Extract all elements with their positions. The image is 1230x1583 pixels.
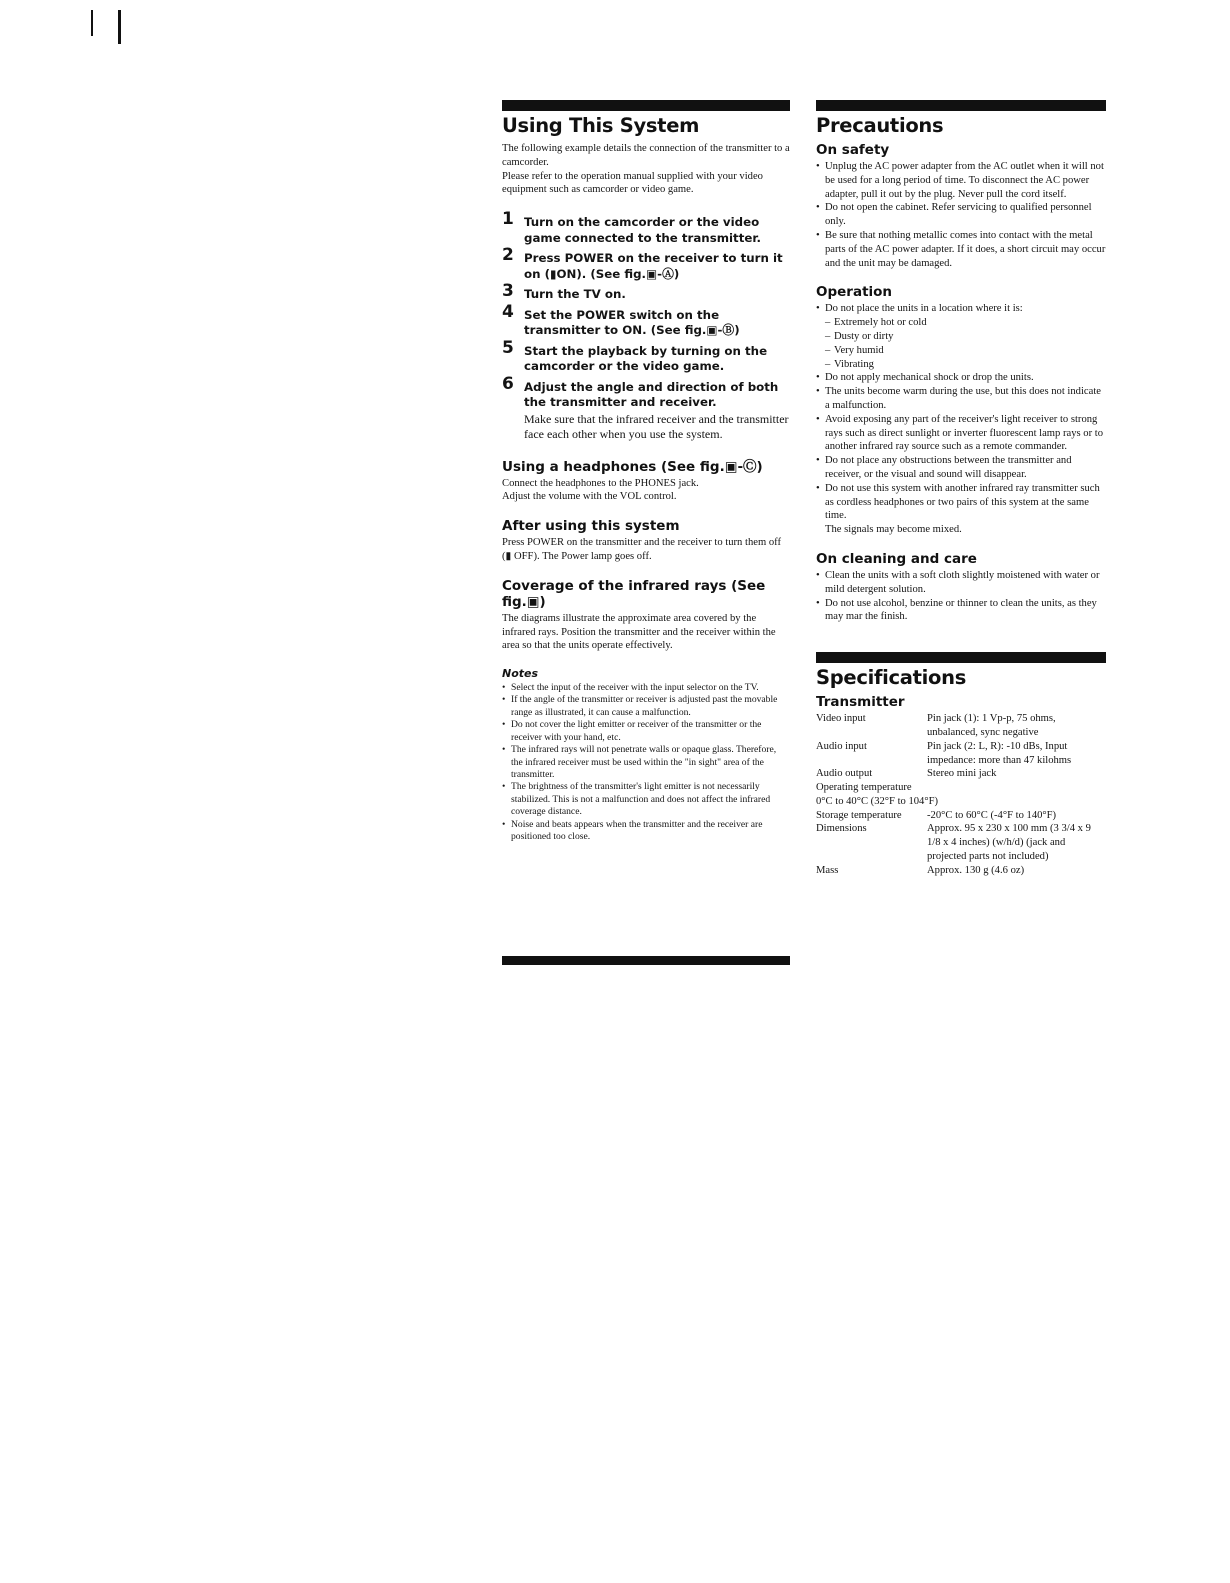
spec-value: Approx. 130 g (4.6 oz) xyxy=(927,864,1025,876)
using-intro xyxy=(502,142,790,197)
operation-item: • Avoid exposing any part of the receiver's light receiver to strong rays such as direct sunlight or inverter fluorescent lamp rays or to another infrared ray source such as a remote commander. xyxy=(816,413,1106,454)
spec-label: Video input xyxy=(816,713,866,725)
condition-item: – Vibrating xyxy=(816,358,1106,372)
operation-section xyxy=(816,284,1106,537)
operation-item: • Do not place any obstructions between the transmitter and receiver, or the visual and sound will disappear. xyxy=(816,454,1106,482)
conditions-list xyxy=(816,316,1106,371)
spec-value: -20°C to 60°C (-4°F to 140°F) xyxy=(927,809,1057,821)
coverage-title: Coverage of the infrared rays (See fig.▣) xyxy=(502,577,766,610)
step-item xyxy=(502,301,790,339)
spec-label: Mass xyxy=(816,864,839,876)
bottom-rule xyxy=(502,956,790,965)
coverage-section xyxy=(502,578,790,653)
safety-item: • Be sure that nothing metallic comes into contact with the metal parts of the AC power adapter. If it does, a short circuit may occur and the unit may be damaged. xyxy=(816,229,1106,270)
intro-paragraph: The following example details the connection of the transmitter to a camcorder. xyxy=(502,143,790,168)
after-text: Press POWER on the transmitter and the receiver to turn them off (▮ OFF). The Power lamp goes off. xyxy=(502,537,781,563)
note-item: • The brightness of the transmitter's light emitter is not necessarily stabilized. This is not a malfunction and does not affect the infrared coverage distance. xyxy=(502,781,790,818)
operation-item: • Do not apply mechanical shock or drop the units. xyxy=(816,371,1106,385)
safety-title: On safety xyxy=(816,142,890,158)
section-rule xyxy=(502,100,790,111)
note-item: • The infrared rays will not penetrate walls or opaque glass. Therefore, the infrared receiver must be used within the "in sight" area of the transmitter. xyxy=(502,744,790,781)
operation-list-continued xyxy=(816,371,1106,523)
step-text: Turn the TV on. xyxy=(524,287,626,302)
left-column xyxy=(502,100,790,857)
cleaning-item: • Clean the units with a soft cloth slightly moistened with water or mild detergent solution. xyxy=(816,569,1106,597)
notes-section xyxy=(502,667,790,843)
spec-label: Audio input xyxy=(816,740,867,752)
spec-row xyxy=(816,712,1106,740)
specs-title: Specifications xyxy=(816,666,967,690)
safety-list xyxy=(816,160,1106,270)
spec-row xyxy=(816,809,1106,823)
section-rule xyxy=(816,100,1106,111)
step-number: 2 xyxy=(502,245,514,266)
note-item: • Do not cover the light emitter or receiver of the transmitter or the receiver with your hand, etc. xyxy=(502,719,790,744)
spec-row xyxy=(816,864,1106,878)
operation-title: Operation xyxy=(816,284,893,301)
headphones-title: Using a headphones (See fig.▣-Ⓒ) xyxy=(502,458,763,475)
precautions-title: Precautions xyxy=(816,114,944,137)
step-item xyxy=(502,373,790,443)
spec-row xyxy=(816,781,1106,795)
step-detail: Make sure that the infrared receiver and the transmitter face each other when you use the system. xyxy=(524,411,789,442)
spec-label: Storage temperature xyxy=(816,809,902,821)
step-number: 5 xyxy=(502,337,514,358)
coverage-text: The diagrams illustrate the approximate area covered by the infrared rays. Position the transmitter and the receiver within the area so that the units operate effectively. xyxy=(502,612,776,652)
spec-value: Pin jack (1): 1 Vp-p, 75 ohms, unbalanced, sync negative xyxy=(927,713,1056,738)
step-item xyxy=(502,245,790,282)
step-text: Adjust the angle and direction of both the transmitter and receiver. xyxy=(524,379,779,410)
step-text: Set the POWER switch on the transmitter to ON. (See fig.▣-Ⓑ) xyxy=(524,307,740,338)
spec-row xyxy=(816,767,1106,781)
spec-value: Approx. 95 x 230 x 100 mm (3 3/4 x 9 1/8 x 4 inches) (w/h/d) (jack and projected parts not included) xyxy=(927,823,1091,863)
operation-item: • Do not use this system with another infrared ray transmitter such as cordless headphones or two pairs of this system at the same time. xyxy=(816,482,1106,523)
scan-mark-left-2 xyxy=(118,10,121,44)
spec-row xyxy=(816,795,1106,809)
notes-title: Notes xyxy=(502,667,539,681)
after-title: After using this system xyxy=(502,518,680,535)
step-text: Start the playback by turning on the camcorder or the video game. xyxy=(524,343,768,374)
condition-item: – Dusty or dirty xyxy=(816,330,1106,344)
spec-label: Audio output xyxy=(816,768,873,780)
note-item: • If the angle of the transmitter or receiver is adjusted past the movable range as illustrated, it can cause a malfunction. xyxy=(502,694,790,719)
intro-paragraph: Please refer to the operation manual supplied with your video equipment such as camcorder or video game. xyxy=(502,170,763,196)
step-text: Turn on the camcorder or the video game connected to the transmitter. xyxy=(524,215,761,245)
using-title: Using This System xyxy=(502,114,700,137)
step-number: 4 xyxy=(502,301,514,322)
spec-value: Pin jack (2: L, R): -10 dBs, Input impedance: more than 47 kilohms xyxy=(927,740,1072,766)
cleaning-list xyxy=(816,569,1106,624)
note-item: • Select the input of the receiver with the input selector on the TV. xyxy=(502,682,790,694)
condition-item: – Very humid xyxy=(816,344,1106,358)
safety-item: • Do not open the cabinet. Refer servicing to qualified personnel only. xyxy=(816,201,1106,229)
spec-row xyxy=(816,822,1106,863)
spec-value: Stereo mini jack xyxy=(927,768,997,780)
notes-list xyxy=(502,682,790,843)
step-number: 3 xyxy=(502,281,514,302)
scan-mark-left-1 xyxy=(91,10,93,36)
operation-item: • Do not place the units in a location where it is: xyxy=(816,302,1106,316)
right-column xyxy=(816,100,1106,878)
operation-tail: The signals may become mixed. xyxy=(825,524,962,536)
cleaning-section xyxy=(816,551,1106,624)
headphones-section xyxy=(502,459,790,505)
after-section xyxy=(502,518,790,564)
step-text: Press POWER on the receiver to turn it on (▮ON). (See fig.▣-Ⓐ) xyxy=(524,251,783,281)
spec-label: Operating temperature xyxy=(816,782,912,794)
spec-label: Dimensions xyxy=(816,823,867,835)
spec-row xyxy=(816,740,1106,768)
safety-item: • Unplug the AC power adapter from the AC outlet when it will not be used for a long period of time. To disconnect the AC power adapter, pull it out by the plug. Never pull the cord itself. xyxy=(816,160,1106,201)
step-item xyxy=(502,281,790,303)
step-item xyxy=(502,209,790,246)
steps-list xyxy=(502,209,790,443)
step-item xyxy=(502,337,790,375)
operation-list xyxy=(816,302,1106,316)
condition-item: – Extremely hot or cold xyxy=(816,316,1106,330)
step-number: 6 xyxy=(502,373,514,394)
operation-item: • The units become warm during the use, but this does not indicate a malfunction. xyxy=(816,385,1106,413)
spec-table xyxy=(816,712,1106,878)
note-item: • Noise and beats appears when the transmitter and the receiver are positioned too close. xyxy=(502,819,790,844)
safety-section xyxy=(816,142,1106,270)
cleaning-title: On cleaning and care xyxy=(816,550,977,567)
step-number: 1 xyxy=(502,209,514,230)
spec-value: 0°C to 40°C (32°F to 104°F) xyxy=(816,795,939,807)
section-rule xyxy=(816,652,1106,663)
cleaning-item: • Do not use alcohol, benzine or thinner to clean the units, as they may mar the finish. xyxy=(816,597,1106,625)
headphones-line: Adjust the volume with the VOL control. xyxy=(502,491,677,503)
specs-subtitle: Transmitter xyxy=(816,694,905,711)
headphones-line: Connect the headphones to the PHONES jack. xyxy=(502,477,699,489)
